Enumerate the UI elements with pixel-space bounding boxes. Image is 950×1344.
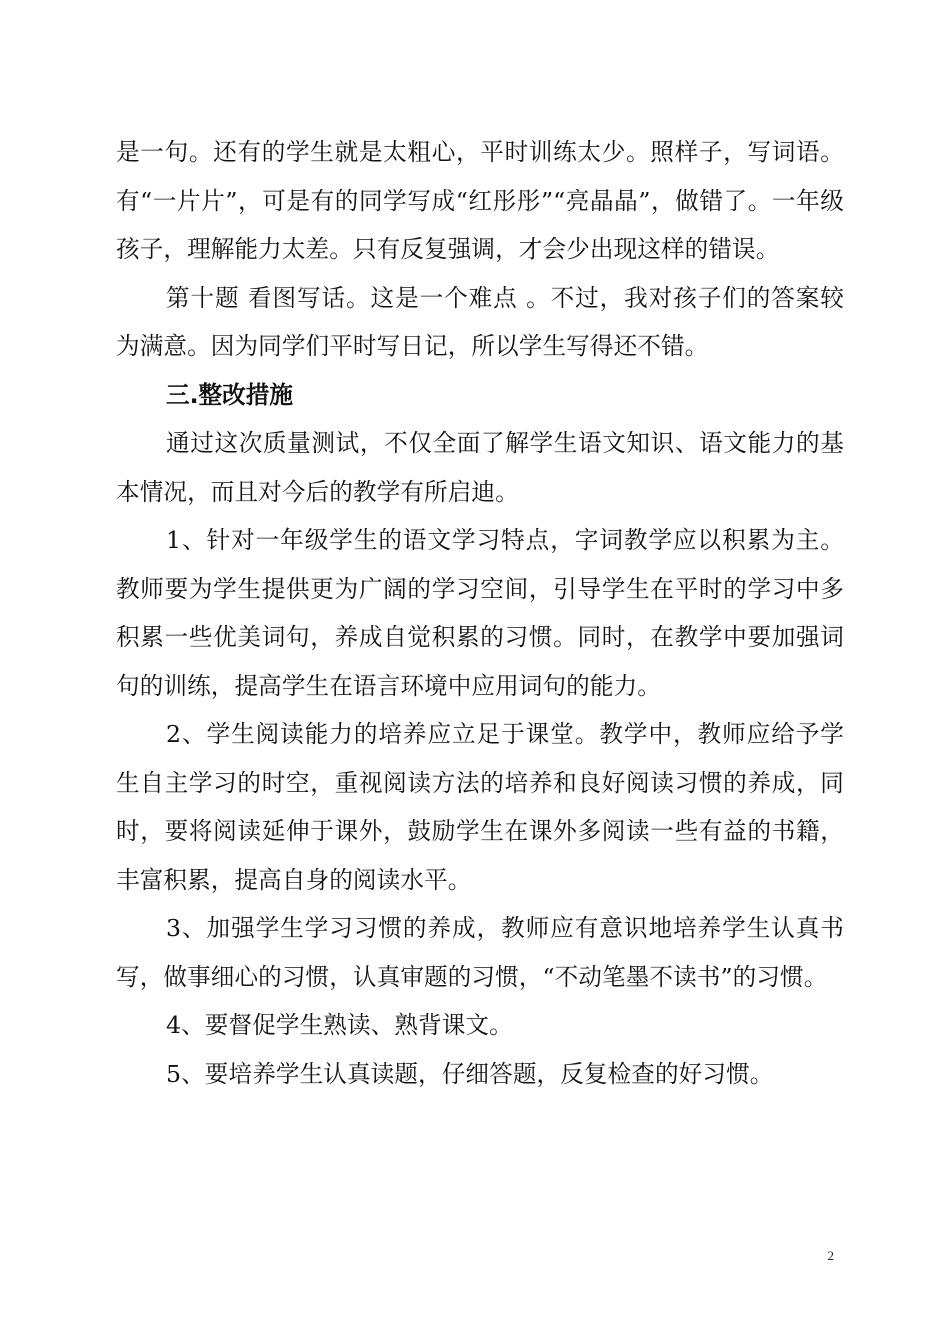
document-page	[116, 128, 844, 1098]
paragraph-measure-3: 3、加强学生学习习惯的养成，教师应有意识地培养学生认真书写，做事细心的习惯，认真审题的习惯，“不动笔墨不读书”的习惯。	[116, 914, 844, 991]
paragraph-measure-4: 4、要督促学生熟读、熟背课文。	[166, 1011, 513, 1039]
paragraph-measure-2: 2、学生阅读能力的培养应立足于课堂。教学中，教师应给予学生自主学习的时空，重视阅读方法的培养和良好阅读习惯的养成，同时，要将阅读延伸于课外，鼓励学生在课外多阅读一些有益的书籍，丰富积累，提高自身的阅读水平。	[116, 720, 844, 894]
page-number: 2	[827, 1248, 834, 1263]
paragraph-question-ten: 第十题 看图写话。这是一个难点 。不过，我对孩子们的答案较为满意。因为同学们平时写日记，所以学生写得还不错。	[116, 283, 844, 360]
paragraph-measure-5: 5、要培养学生认真读题，仔细答题，反复检查的好习惯。	[166, 1059, 774, 1088]
paragraph-intro: 通过这次质量测试，不仅全面了解学生语文知识、语文能力的基本情况，而且对今后的教学有所启迪。	[116, 429, 844, 506]
paragraph-measure-1: 1、针对一年级学生的语文学习特点，字词教学应以积累为主。教师要为学生提供更为广阔的学习空间，引导学生在平时的学习中多积累一些优美词句，养成自觉积累的习惯。同时，在教学中要加强词句的训练，提高学生在语言环境中应用词句的能力。	[116, 526, 844, 700]
section-heading: 三.整改措施	[166, 380, 293, 409]
paragraph-continuation: 是一句。还有的学生就是太粗心，平时训练太少。照样子，写词语。有“一片片”，可是有的同学写成“红彤彤”“亮晶晶”，做错了。一年级孩子，理解能力太差。只有反复强调，才会少出现这样的错误。	[116, 138, 844, 263]
